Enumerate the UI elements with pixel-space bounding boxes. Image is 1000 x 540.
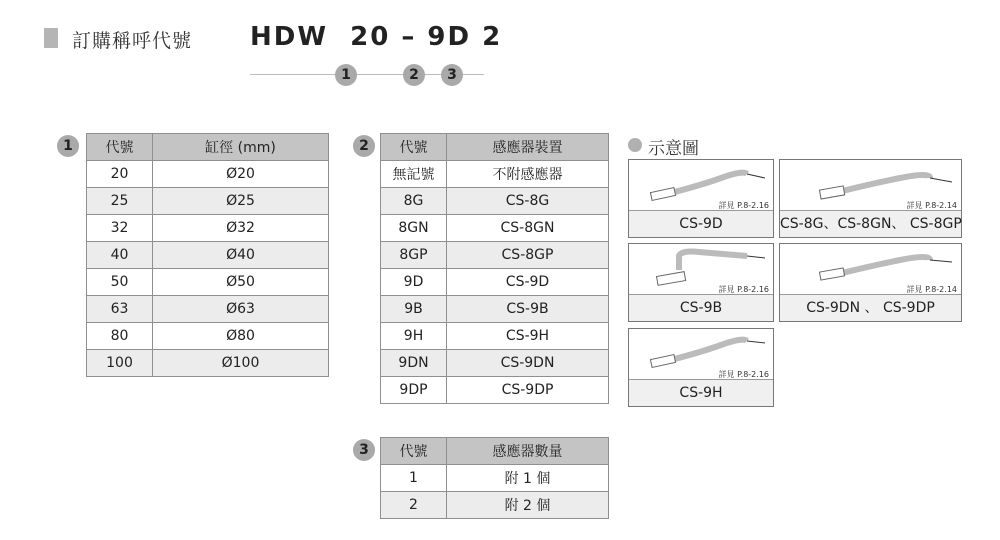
table-row xyxy=(87,350,329,377)
sensor-cell: CS-9DN xyxy=(447,350,609,377)
card-caption: CS-9D xyxy=(629,210,773,237)
table-row xyxy=(381,188,609,215)
sensor-cell: CS-9DP xyxy=(447,377,609,404)
sensor-cell: CS-8GP xyxy=(447,242,609,269)
table-row xyxy=(381,377,609,404)
column-header: 代號 xyxy=(381,438,447,465)
code-cell: 9D xyxy=(381,269,447,296)
code-cell: 100 xyxy=(87,350,153,377)
table-row xyxy=(87,161,329,188)
card-caption: CS-9DN 、 CS-9DP xyxy=(780,294,961,321)
table-row xyxy=(87,323,329,350)
reference-note: 詳見 P.8-2.14 xyxy=(906,201,957,210)
code-cell: 20 xyxy=(87,161,153,188)
column-header: 缸徑 (mm) xyxy=(153,134,329,161)
sensor-cell: CS-9H xyxy=(447,323,609,350)
table-row xyxy=(87,242,329,269)
bore-cell: Ø32 xyxy=(153,215,329,242)
bore-cell: Ø40 xyxy=(153,242,329,269)
sensor-card-cs-9d xyxy=(628,159,774,238)
code-cell: 63 xyxy=(87,296,153,323)
sensor-quantity-table xyxy=(380,437,609,519)
model-marker-2: 2 xyxy=(403,64,425,86)
sensor-cell: CS-9B xyxy=(447,296,609,323)
code-cell: 9DN xyxy=(381,350,447,377)
column-header: 感應器裝置 xyxy=(447,134,609,161)
column-header: 代號 xyxy=(381,134,447,161)
table-row xyxy=(381,242,609,269)
model-code: HDW 20 – 9D 2 xyxy=(250,22,503,52)
bore-cell: Ø100 xyxy=(153,350,329,377)
code-cell: 50 xyxy=(87,269,153,296)
bore-cell: Ø20 xyxy=(153,161,329,188)
code-cell: 9B xyxy=(381,296,447,323)
table-row xyxy=(87,215,329,242)
table-row xyxy=(87,269,329,296)
code-cell: 8GN xyxy=(381,215,447,242)
sensor-card-cs-9dn xyxy=(779,243,962,322)
table1-marker: 1 xyxy=(57,135,79,157)
sensor-device-table xyxy=(380,133,609,404)
model-marker-1: 1 xyxy=(335,64,357,86)
code-cell: 8G xyxy=(381,188,447,215)
sensor-cell: CS-8G xyxy=(447,188,609,215)
code-cell: 無記號 xyxy=(381,161,447,188)
bore-cell: Ø80 xyxy=(153,323,329,350)
sensor-card-cs-8g xyxy=(779,159,962,238)
table-row xyxy=(87,296,329,323)
code-cell: 1 xyxy=(381,465,447,492)
code-cell: 40 xyxy=(87,242,153,269)
bore-cell: Ø25 xyxy=(153,188,329,215)
reference-note: 詳見 P.8-2.16 xyxy=(718,285,769,294)
reference-note: 詳見 P.8-2.16 xyxy=(718,370,769,379)
model-marker-3: 3 xyxy=(441,64,463,86)
card-caption: CS-9B xyxy=(629,294,773,321)
sensor-cell: CS-8GN xyxy=(447,215,609,242)
card-caption: CS-8G、CS-8GN、 CS-8GP xyxy=(780,210,961,237)
card-caption: CS-9H xyxy=(629,379,773,406)
page-title: 訂購稱呼代號 xyxy=(72,30,193,52)
code-cell: 80 xyxy=(87,323,153,350)
table3-marker: 3 xyxy=(353,439,375,461)
bore-size-table xyxy=(86,133,329,377)
diagram-legend: 示意圖 xyxy=(648,139,699,159)
sensor-card-cs-9b xyxy=(628,243,774,322)
table-row xyxy=(381,161,609,188)
column-header: 感應器數量 xyxy=(447,438,609,465)
code-cell: 2 xyxy=(381,492,447,519)
column-header: 代號 xyxy=(87,134,153,161)
bore-cell: Ø50 xyxy=(153,269,329,296)
bore-cell: Ø63 xyxy=(153,296,329,323)
quantity-cell: 附 1 個 xyxy=(447,465,609,492)
table-row xyxy=(381,492,609,519)
quantity-cell: 附 2 個 xyxy=(447,492,609,519)
table-header-row xyxy=(381,134,609,161)
reference-note: 詳見 P.8-2.16 xyxy=(718,201,769,210)
table-row xyxy=(381,465,609,492)
table-row xyxy=(381,323,609,350)
table-row xyxy=(381,215,609,242)
code-cell: 25 xyxy=(87,188,153,215)
table-header-row xyxy=(87,134,329,161)
code-cell: 8GP xyxy=(381,242,447,269)
code-cell: 9DP xyxy=(381,377,447,404)
sensor-card-cs-9h xyxy=(628,328,774,407)
table2-marker: 2 xyxy=(353,135,375,157)
sensor-cell: CS-9D xyxy=(447,269,609,296)
code-cell: 9H xyxy=(381,323,447,350)
table-row xyxy=(381,296,609,323)
table-row xyxy=(87,188,329,215)
table-header-row xyxy=(381,438,609,465)
legend-dot-icon xyxy=(628,138,642,152)
table-row xyxy=(381,269,609,296)
table-row xyxy=(381,350,609,377)
reference-note: 詳見 P.8-2.14 xyxy=(906,285,957,294)
code-cell: 32 xyxy=(87,215,153,242)
title-marker-bar xyxy=(44,28,58,48)
sensor-cell: 不附感應器 xyxy=(447,161,609,188)
